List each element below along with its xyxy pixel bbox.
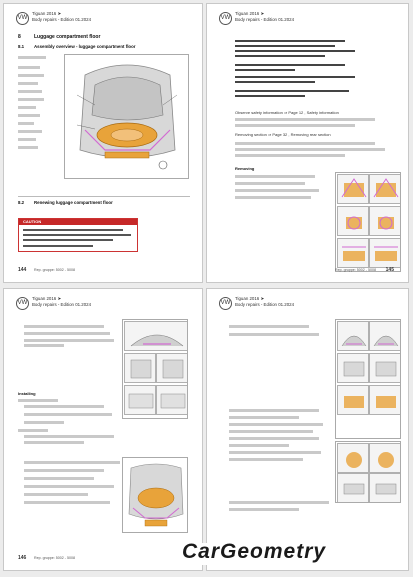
header-model: Tiguan 2016 ➤ [32,11,62,16]
text-line [235,76,355,78]
vw-logo-icon: VW [219,12,232,25]
step-line [229,423,323,426]
page-number: 145 [385,267,394,273]
text-line [18,399,58,402]
page-header [32,11,91,23]
step-line [24,325,104,328]
step-illustration [337,238,369,268]
section-title: Renewing luggage compartment floor [34,200,113,205]
header-manual: Body repairs - Edition 01.2024 [32,302,92,307]
step-illustration [369,238,401,268]
step-illustration [369,353,401,383]
installing-heading: Installing [18,391,36,396]
page-footer: Rep. gruppe: 5002 - 5008 [34,268,75,272]
floor-installation-illustration [123,458,188,533]
text-line [235,154,345,157]
step-line [24,344,64,347]
section-number: 8.1 [18,44,25,49]
removing-figure [335,172,401,272]
step-line [235,175,315,178]
step-illustration [124,321,188,351]
vw-logo-icon: VW [16,297,29,310]
step-illustration [369,174,401,204]
step-line [229,409,319,412]
installing-figure-bottom [122,457,188,533]
text-line [235,50,355,52]
step-line [229,430,313,433]
text-line [235,95,305,97]
page-footer: Rep. gruppe: 5002 - 5008 [335,268,376,272]
step-line [229,333,319,336]
step-line [229,501,329,504]
removing-heading: Removing [235,166,255,171]
text-line [235,118,375,121]
caution-header: CAUTION [19,219,137,225]
page-header [235,11,294,23]
step-line [229,508,299,511]
legend-line [18,106,36,109]
step-line [235,196,311,199]
step-line [24,339,114,342]
removing-note: Removing section ⇒ Page 32 , Removing rear section [235,132,331,137]
step-illustration [337,443,369,473]
legend-line [18,146,38,149]
safety-note: Observe safety information ⇒ Page 12 , Safety information [235,110,339,115]
step-line [229,444,289,447]
text-line [235,69,295,71]
step-illustration [156,353,188,383]
page-number: 146 [18,555,27,561]
step-line [24,421,64,424]
text-line [235,142,375,145]
caution-line [23,234,131,236]
step-line [229,437,319,440]
legend-line [18,138,36,141]
steps-figure-lower [335,441,401,503]
steps-figure [335,319,401,439]
site-watermark: CarGeometry [182,540,327,563]
page-header [235,296,294,308]
text-line [235,148,385,151]
step-illustration [337,174,369,204]
step-line [24,485,114,488]
step-line [229,458,303,461]
step-line [24,501,110,504]
text-line [235,124,355,127]
document-page-147 [206,288,409,571]
step-line [24,332,110,335]
page-header [32,296,91,308]
step-line [24,441,84,444]
step-line [24,461,120,464]
step-illustration [369,473,401,503]
vw-logo-icon: VW [16,12,29,25]
text-line [235,81,315,83]
document-page-144 [3,3,203,283]
vw-logo-icon: VW [219,297,232,310]
step-illustration [369,385,401,415]
section-title: Assembly overview - luggage compartment floor [34,44,136,49]
legend-line [18,90,42,93]
text-line [235,40,345,42]
legend-line [18,56,46,59]
step-line [229,416,299,419]
header-model: Tiguan 2016 ➤ [235,11,265,16]
step-line [24,413,112,416]
header-manual: Body repairs - Edition 01.2024 [32,17,92,22]
header-model: Tiguan 2016 ➤ [235,296,265,301]
legend-line [18,130,42,133]
text-line [235,45,335,47]
legend-line [18,114,40,117]
step-illustration [124,353,156,383]
vehicle-rear-illustration [65,55,189,179]
page-footer: Rep. gruppe: 5002 - 5008 [34,556,75,560]
section-number: 8.2 [18,200,25,205]
divider [18,196,190,197]
step-line [24,435,114,438]
text-line [235,90,349,92]
step-illustration [124,385,156,415]
step-illustration [156,385,188,415]
step-illustration [337,353,369,383]
installing-figure-top [122,319,188,419]
step-line [229,325,309,328]
legend-line [18,74,44,77]
step-line [229,451,321,454]
caution-line [23,229,123,231]
step-illustration [337,206,369,236]
document-page-145 [206,3,409,283]
step-line [24,477,94,480]
step-illustration [337,321,369,351]
step-line [24,469,104,472]
chapter-number: 8 [18,34,21,40]
document-page-146 [3,288,203,571]
legend-line [18,82,38,85]
step-line [24,493,88,496]
legend-line [18,98,44,101]
step-illustration [337,473,369,503]
caution-box [18,218,138,252]
step-illustration [337,385,369,415]
caution-line [23,239,113,241]
chapter-title: Luggage compartment floor [34,34,101,40]
step-line [24,405,104,408]
step-illustration [369,321,401,351]
step-line [235,182,305,185]
header-manual: Body repairs - Edition 01.2024 [235,302,295,307]
text-line [18,429,48,432]
luggage-floor-diagram [64,54,189,179]
text-line [235,64,345,66]
legend-line [18,66,40,69]
caution-line [23,245,93,247]
text-line [235,55,325,57]
header-model: Tiguan 2016 ➤ [32,296,62,301]
step-illustration [369,443,401,473]
step-line [235,189,319,192]
step-illustration [369,206,401,236]
legend-line [18,122,34,125]
header-manual: Body repairs - Edition 01.2024 [235,17,295,22]
page-number: 144 [18,267,27,273]
